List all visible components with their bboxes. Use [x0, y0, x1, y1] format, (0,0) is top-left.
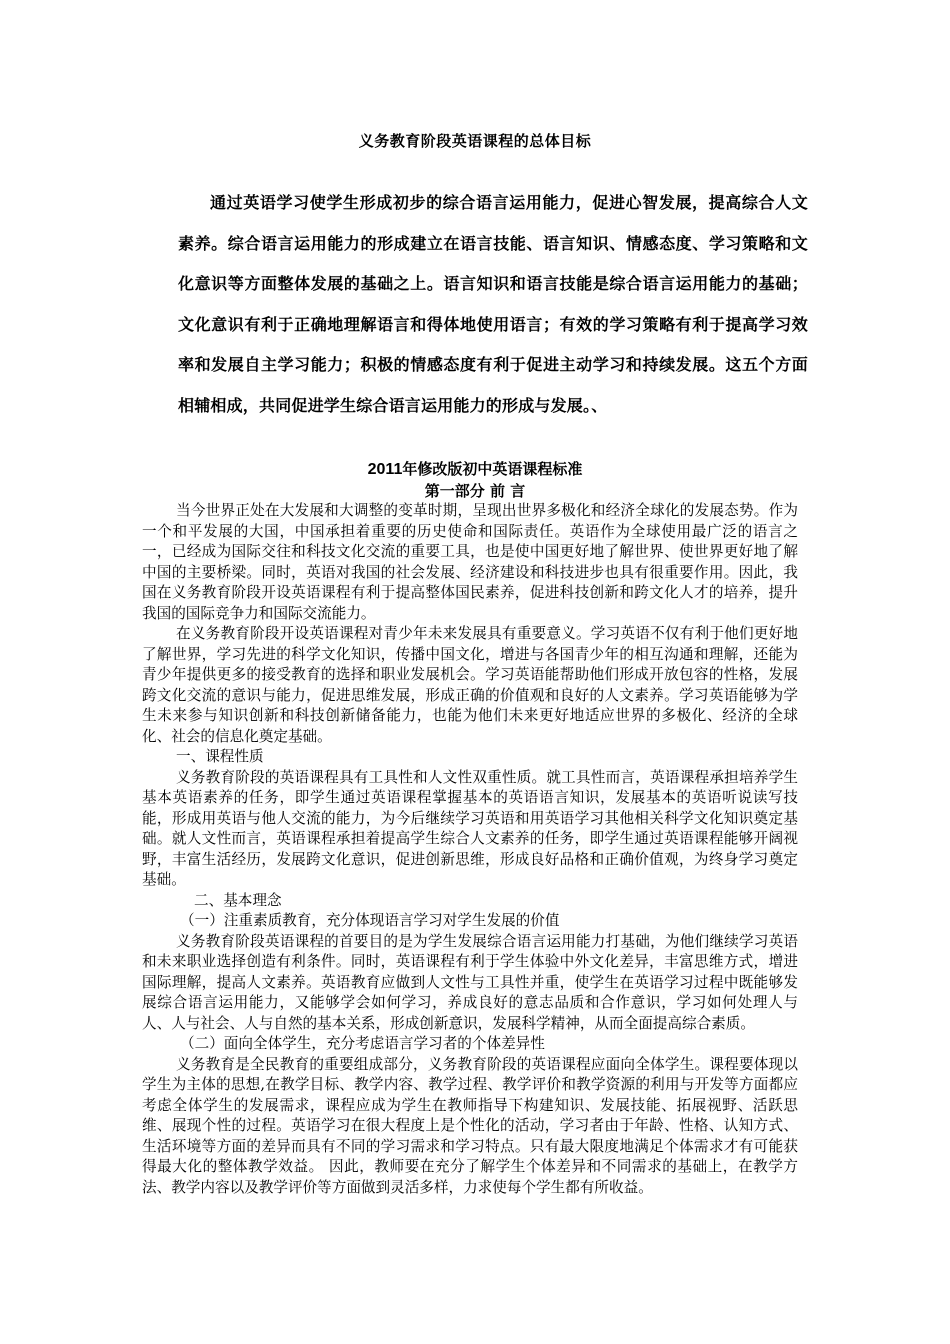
course-nature-paragraph: 义务教育阶段的英语课程具有工具性和人文性双重性质。就工具性而言，英语课程承担培养学生基本英语素养的任务，即学生通过英语课程掌握基本的英语语言知识，发展基本的英语听说读写技能，形成用英语与他人交流的能力，为今后继续学习英语和用英语学习其他相关科学文化知识奠定基础。就人文性而言，英语课程承担着提高学生综合人文素养的任务，即学生通过英语课程能够开阔视野，丰富生活经历，发展跨文化意识，促进创新思维，形成良好品格和正确价值观，为终身学习奠定基础。	[142, 768, 798, 888]
standard-title	[0, 459, 950, 480]
preface-paragraph-1: 当今世界正处在大发展和大调整的变革时期，呈现出世界多极化和经济全球化的发展态势。作为一个和平发展的大国，中国承担着重要的历史使命和国际责任。英语作为全球使用最广泛的语言之一，已经成为国际交往和科技文化交流的重要工具，也是使中国更好地了解世界、使世界更好地了解中国的主要桥梁。同时，英语对我国的社会发展、经济建设和科技进步也具有很重要作用。因此，我国在义务教育阶段开设英语课程有利于提高整体国民素养，促进科技创新和跨文化人才的培养，提升我国的国际竞争力和国际交流能力。	[142, 502, 798, 622]
standard-body	[142, 501, 798, 1198]
standard-title-year: 2011	[367, 461, 403, 478]
heading-course-nature: 一、课程性质	[176, 748, 264, 765]
subheading-quality-education: （一）注重素质教育，充分体现语言学习对学生发展的价值	[180, 912, 560, 929]
intro-paragraph: 通过英语学习使学生形成初步的综合语言运用能力，促进心智发展，提高综合人文素养。综合语言运用能力的形成建立在语言技能、语言知识、情感态度、学习策略和文化意识等方面整体发展的基础之上。语言知识和语言技能是综合语言运用能力的基础；文化意识有利于正确地理解语言和得体地使用语言；有效的学习策略有利于提高学习效率和发展自主学习能力；积极的情感态度有利于促进主动学习和持续发展。这五个方面相辅相成，共同促进学生综合语言运用能力的形成与发展。、	[178, 193, 808, 415]
standard-title-text: 年修改版初中英语课程标准	[402, 460, 583, 478]
quality-education-paragraph: 义务教育阶段英语课程的首要目的是为学生发展综合语言运用能力打基础，为他们继续学习英语和未来职业选择创造有利条件。同时，英语课程有利于学生体验中外文化差异，丰富思维方式，增进国际理解，提高人文素养。英语教育应做到人文性与工具性并重，使学生在英语学习过程中既能够发展综合语言运用能力，又能够学会如何学习，养成良好的意志品质和合作意识，学习如何处理人与人、人与社会、人与自然的基本关系，形成创新意识，发展科学精神，从而全面提高综合素质。	[142, 932, 798, 1032]
preface-paragraph-2: 在义务教育阶段开设英语课程对青少年未来发展具有重要意义。学习英语不仅有利于他们更好地了解世界，学习先进的科学文化知识，传播中国文化，增进与各国青少年的相互沟通和理解，还能为青少年提供更多的接受教育的选择和职业发展机会。学习英语能帮助他们形成开放包容的性格，发展跨文化交流的意识与能力，促进思维发展，形成正确的价值观和良好的人文素养。学习英语能够为学生未来参与知识创新和科技创新储备能力，也能为他们未来更好地适应世界的多极化、经济的全球化、社会的信息化奠定基础。	[142, 625, 798, 745]
part-title: 第一部分 前 言	[424, 482, 526, 500]
document-title: 义务教育阶段英语课程的总体目标	[358, 132, 592, 150]
all-students-paragraph: 义务教育是全民教育的重要组成部分，义务教育阶段的英语课程应面向全体学生。课程要体现以学生为主体的思想,在教学目标、教学内容、教学过程、教学评价和教学资源的利用与开发等方面都应考虑全体学生的发展需求，课程应成为学生在教师指导下构建知识、发展技能、拓展视野、活跃思维、展现个性的过程。英语学习在很大程度上是个性化的活动，学习者由于年龄、性格、认知方式、生活环境等方面的差异而具有不同的学习需求和学习特点。只有最大限度地满足个体需求才有可能获得最大化的整体教学效益。 因此，教师要在充分了解学生个体差异和不同需求的基础上，在教学方法、教学内容以及教学评价等方面做到灵活多样，力求使每个学生都有所收益。	[142, 1055, 798, 1196]
heading-basic-concepts: 二、基本理念	[194, 891, 282, 909]
subheading-all-students: （二）面向全体学生，充分考虑语言学习者的个体差异性	[180, 1035, 545, 1052]
